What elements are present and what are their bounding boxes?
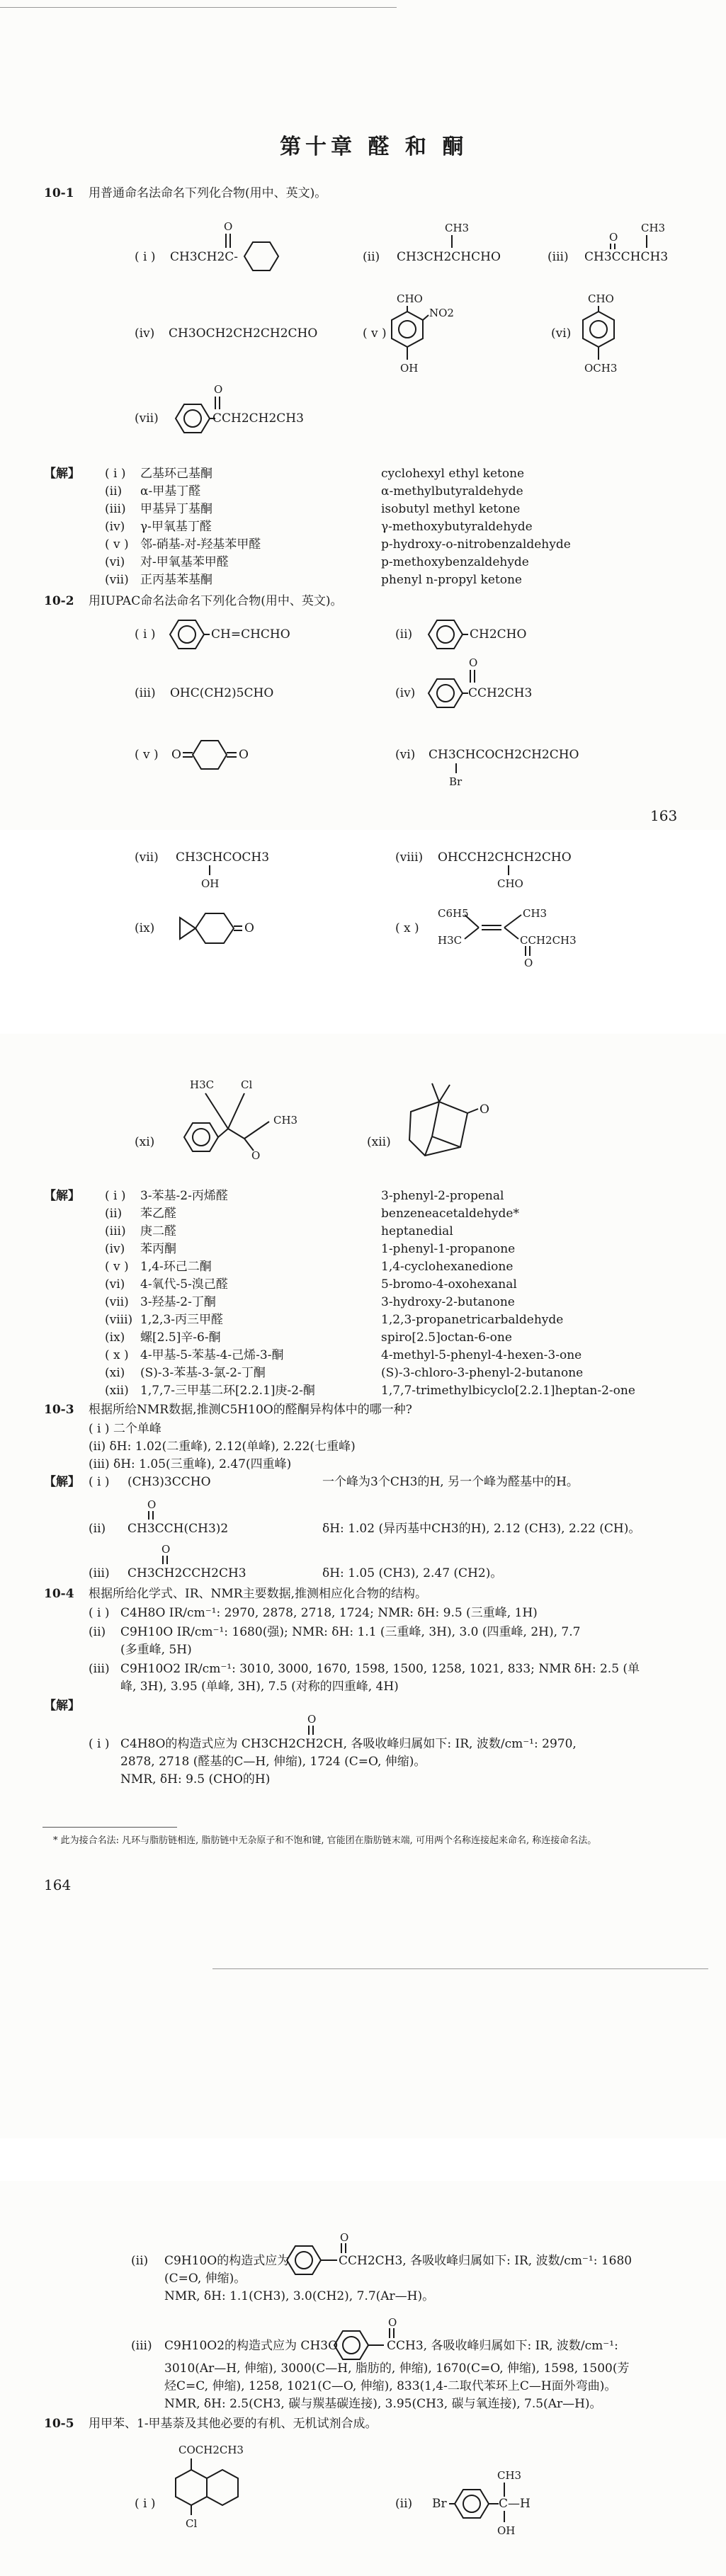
data-row xyxy=(89,1421,356,1439)
substituent-side: NO2 xyxy=(429,307,454,319)
carbonyl-o: O xyxy=(340,2231,349,2244)
data-label: (iii) xyxy=(89,1662,110,1676)
answer-en: heptanedial xyxy=(381,1224,453,1238)
answer-en: 3-phenyl-2-propenal xyxy=(381,1189,504,1203)
answer-cn: 邻-硝基-对-羟基苯甲醛 xyxy=(140,537,261,552)
answer-line: 3010(Ar—H, 伸缩), 3000(C—H, 脂肪的, 伸缩), 1670(C=O, 伸缩), 1598, 1500(芳 xyxy=(164,2361,630,2376)
carbonyl-o: O xyxy=(161,1543,171,1556)
compound-label: (vi) xyxy=(395,748,416,762)
answer-line: (C=O, 伸缩)。 xyxy=(164,2272,246,2286)
answer-line: 烃C=C, 伸缩), 1258, 1021(C—O, 伸缩), 833(1,4-二取代苯环上C—H面外弯曲)。 xyxy=(164,2379,617,2393)
compound-label: (iv) xyxy=(135,326,155,341)
answer-line: C4H8O的构造式应为 CH3CH2CH2CH, 各吸收峰归属如下: IR, 波数/cm⁻¹: 2970, xyxy=(120,1737,577,1751)
page-number: 163 xyxy=(650,807,678,824)
substituent-top: CH3 xyxy=(497,2469,522,2482)
compound-label: (vi) xyxy=(551,326,572,341)
compound-label: (iii) xyxy=(135,686,156,700)
answer-en: 5-bromo-4-oxohexanal xyxy=(381,1277,517,1292)
data-text: 二个单峰 xyxy=(113,1422,161,1436)
answer-label: (iv) xyxy=(105,1242,125,1256)
answer-line: NMR, δH: 2.5(CH3, 碳与羰基碳连接), 3.95(CH3, 碳与氧连接), 7.5(Ar—H)。 xyxy=(164,2397,602,2411)
answer-label: (iii) xyxy=(105,1224,126,1238)
answer-label: (xii) xyxy=(105,1384,129,1398)
answer-formula: (CH3)3CCHO xyxy=(127,1475,211,1489)
data-row xyxy=(89,1439,356,1457)
substituent-bottom: OCH3 xyxy=(584,362,618,375)
footnote: * 此为接合名法: 凡环与脂肪链相连, 脂肪链中无杂原子和不饱和键, 官能团在脂肪链末端, 可用两个名称连接起来命名, 称连接命名法。 xyxy=(53,1835,597,1846)
answer-head: 【解】 xyxy=(44,467,80,481)
substituent-top: CHO xyxy=(588,292,614,305)
carbonyl-o: O xyxy=(388,2316,397,2329)
answer-label: (iii) xyxy=(89,1566,110,1580)
answer-en: 3-hydroxy-2-butanone xyxy=(381,1295,515,1309)
answer-line: C9H10O2的构造式应为 CH3O xyxy=(164,2339,339,2353)
answer-head: 【解】 xyxy=(44,1189,80,1203)
answer-head: 【解】 xyxy=(44,1699,80,1713)
answer-line: NMR, δH: 9.5 (CHO的H) xyxy=(120,1772,271,1786)
answer-row xyxy=(105,537,643,554)
answer-cn: 苯乙醛 xyxy=(140,1207,176,1221)
nmr-data-list xyxy=(89,1421,356,1474)
substituent-top: CH3 xyxy=(445,222,470,234)
carbonyl-o: O xyxy=(609,231,618,244)
answer-row xyxy=(105,1224,714,1241)
answer-line: C9H10O的构造式应为 xyxy=(164,2254,290,2268)
answer-en: cyclohexyl ethyl ketone xyxy=(381,467,525,481)
answer-en: 1,7,7-trimethylbicyclo[2.2.1]heptan-2-one xyxy=(381,1384,635,1398)
answer-row xyxy=(105,1365,714,1383)
answer-label: ( i ) xyxy=(105,467,126,481)
answer-formula: CH3CCH(CH3)2 xyxy=(127,1522,229,1536)
compound-label: ( v ) xyxy=(135,748,159,762)
answer-label: (viii) xyxy=(105,1313,133,1327)
answer-row xyxy=(105,1206,714,1224)
answer-cn: 螺[2.5]辛-6-酮 xyxy=(140,1330,221,1345)
compound-formula: CCH2CH2CH3 xyxy=(212,411,304,426)
answer-row xyxy=(105,1347,714,1365)
answer-row xyxy=(105,1312,714,1330)
answer-en: phenyl n-propyl ketone xyxy=(381,573,522,587)
compound-label: (vii) xyxy=(135,850,159,865)
compound-label: (ii) xyxy=(363,250,380,264)
compound-label: (iii) xyxy=(548,250,569,264)
problem-text-10-4: 根据所给化学式、IR、NMR主要数据,推测相应化合物的结构。 xyxy=(89,1587,427,1601)
atom-o: O xyxy=(251,1149,261,1162)
substituent-top: CHO xyxy=(397,292,423,305)
answer-en: benzeneacetaldehyde* xyxy=(381,1207,519,1221)
compound-label: ( x ) xyxy=(395,921,419,935)
atom-o: O xyxy=(480,1102,489,1117)
answer-cn: 4-甲基-5-苯基-4-己烯-3-酮 xyxy=(140,1348,284,1362)
data-label: ( i ) xyxy=(89,1606,110,1620)
substituent: CCH2CH3 xyxy=(520,934,577,947)
answer-label: (ii) xyxy=(131,2254,149,2268)
carbonyl-o: O xyxy=(469,656,478,669)
answer-en: γ-methoxybutyraldehyde xyxy=(381,520,533,534)
data-text: C9H10O IR/cm⁻¹: 1680(强); NMR: δH: 1.1 (三重峰, 3H), 3.0 (四重峰, 2H), 7.7 xyxy=(120,1625,581,1639)
compound-label: ( v ) xyxy=(363,326,387,341)
compound-label: (ii) xyxy=(395,2497,413,2511)
compound-formula: CH3OCH2CH2CH2CHO xyxy=(169,326,318,341)
data-text-cont: 峰, 3H), 3.95 (单峰, 3H), 7.5 (对称的四重峰, 4H) xyxy=(120,1680,399,1694)
problem-text-10-3: 根据所给NMR数据,推测C5H10O的醛酮异构体中的哪一种? xyxy=(89,1403,412,1417)
answer-en: 1,4-cyclohexanedione xyxy=(381,1260,514,1274)
substituent-bottom: CHO xyxy=(497,877,523,890)
answer-label: ( i ) xyxy=(89,1737,110,1751)
answer-en: isobutyl methyl ketone xyxy=(381,502,521,516)
data-label: (ii) xyxy=(89,1625,106,1639)
substituent-top: COCH2CH3 xyxy=(178,2444,244,2456)
answer-label: (vii) xyxy=(105,573,129,587)
answer-cn: 1,2,3-丙三甲醛 xyxy=(140,1313,223,1327)
substituent-bottom: OH xyxy=(400,362,419,375)
answer-row xyxy=(105,1294,714,1312)
answer-en: 1,2,3-propanetricarbaldehyde xyxy=(381,1313,564,1327)
answer-row xyxy=(105,554,643,572)
answer-row xyxy=(105,1188,714,1206)
answer-label: ( x ) xyxy=(105,1348,129,1362)
answer-line: 2878, 2718 (醛基的C—H, 伸缩), 1724 (C=O, 伸缩)。 xyxy=(120,1755,426,1769)
substituent-bottom: OH xyxy=(201,877,220,890)
answer-label: (vi) xyxy=(105,1277,125,1292)
compound-formula: CH3CCHCH3 xyxy=(584,250,669,264)
compound-formula: CH3CHCOCH3 xyxy=(176,850,270,865)
data-text: δH: 1.05(三重峰), 2.47(四重峰) xyxy=(113,1457,292,1471)
compound-formula: CH3CHCOCH2CH2CHO xyxy=(429,748,579,762)
top-rule xyxy=(0,7,397,8)
answer-list-10-2 xyxy=(105,1188,714,1401)
answer-row xyxy=(105,1383,714,1401)
answer-desc: 一个峰为3个CH3的H, 另一个峰为醛基中的H。 xyxy=(322,1475,579,1489)
carbonyl-o: O xyxy=(214,383,223,396)
answer-row xyxy=(105,572,643,590)
answer-en: 1-phenyl-1-propanone xyxy=(381,1242,516,1256)
atom-cl: Cl xyxy=(241,1078,253,1091)
answer-row xyxy=(105,1330,714,1347)
compound-formula: OHCCH2CHCH2CHO xyxy=(438,850,572,865)
compound-label: ( i ) xyxy=(135,627,156,642)
atom-ch3: CH3 xyxy=(273,1114,298,1127)
answer-cn: 3-羟基-2-丁酮 xyxy=(140,1295,216,1309)
answer-label: (iii) xyxy=(105,502,126,516)
answer-desc: δH: 1.05 (CH3), 2.47 (CH2)。 xyxy=(322,1566,503,1580)
answer-line: CCH3, 各吸收峰归属如下: IR, 波数/cm⁻¹: xyxy=(387,2339,618,2353)
compound-label: ( i ) xyxy=(135,250,156,264)
answer-cn: 正丙基苯基酮 xyxy=(140,573,212,587)
compound-formula: CH3CH2CHCHO xyxy=(397,250,501,264)
problem-number-10-5: 10-5 xyxy=(44,2417,74,2431)
answer-label: (vi) xyxy=(105,555,125,569)
answer-label: ( v ) xyxy=(105,537,129,552)
chapter-title: 第十章 醛 和 酮 xyxy=(280,135,468,159)
substituent: H3C xyxy=(438,934,463,947)
answer-row xyxy=(105,1277,714,1294)
carbonyl-o: O xyxy=(307,1713,317,1726)
answer-head: 【解】 xyxy=(44,1475,80,1489)
answer-cn: 庚二醛 xyxy=(140,1224,176,1238)
problem-text-10-2: 用IUPAC命名法命名下列化合物(用中、英文)。 xyxy=(89,594,343,608)
carbonyl-o: O xyxy=(224,220,233,233)
compound-formula: CH2CHO xyxy=(470,627,527,642)
alkene-structure xyxy=(0,0,1,1)
answer-label: ( i ) xyxy=(89,1475,110,1489)
answer-row xyxy=(105,484,643,501)
answer-label: ( i ) xyxy=(105,1189,126,1203)
substituent: CH3 xyxy=(523,907,548,920)
compound-label: (vii) xyxy=(135,411,159,426)
data-text: C4H8O IR/cm⁻¹: 2970, 2878, 2718, 1724; NMR: δH: 9.5 (三重峰, 1H) xyxy=(120,1606,538,1620)
data-row xyxy=(89,1457,356,1474)
data-label: (ii) xyxy=(89,1440,106,1454)
problem-number-10-2: 10-2 xyxy=(44,594,74,608)
answer-cn: 乙基环己基酮 xyxy=(140,467,212,481)
problem-text-10-1: 用普通命名法命名下列化合物(用中、英文)。 xyxy=(89,186,327,200)
footnote-rule xyxy=(42,1827,177,1828)
answer-label: (iii) xyxy=(131,2339,152,2353)
answer-cn: 1,4-环己二酮 xyxy=(140,1260,212,1274)
answer-cn: 4-氧代-5-溴己醛 xyxy=(140,1277,228,1292)
answer-cn: 甲基异丁基酮 xyxy=(140,502,212,516)
compound-label: (iv) xyxy=(395,686,416,700)
substituent-top: CH3 xyxy=(641,222,666,234)
c2-structure xyxy=(0,2181,1,2182)
substituent-bottom: Cl xyxy=(186,2517,198,2530)
page-163 xyxy=(0,0,726,830)
answer-cn: α-甲基丁醛 xyxy=(140,484,201,498)
page-number: 164 xyxy=(44,1876,72,1893)
substituent: C6H5 xyxy=(438,907,469,920)
compound-formula: CH=CHCHO xyxy=(211,627,290,642)
answer-en: p-hydroxy-o-nitrobenzaldehyde xyxy=(381,537,571,552)
substituent-bottom: OH xyxy=(497,2524,516,2537)
compound-label: (ii) xyxy=(395,627,413,642)
answer-desc: δH: 1.02 (异丙基中CH3的H), 2.12 (CH3), 2.22 (CH)。 xyxy=(322,1522,641,1536)
answer-cn: 1,7,7-三甲基二环[2.2.1]庚-2-酮 xyxy=(140,1384,315,1398)
page-165 xyxy=(0,2181,726,2576)
compound-formula: CH3CH2C- xyxy=(170,250,239,264)
problem-number-10-1: 10-1 xyxy=(44,186,74,200)
answer-label: ( v ) xyxy=(105,1260,129,1274)
ketone-o: O xyxy=(244,921,254,935)
carbonyl-o: O xyxy=(524,957,533,969)
data-text: C9H10O2 IR/cm⁻¹: 3010, 3000, 1670, 1598, 1500, 1258, 1021, 833; NMR δH: 2.5 (单 xyxy=(120,1662,640,1676)
data-label: ( i ) xyxy=(89,1422,110,1436)
answer-label: (ii) xyxy=(105,484,123,498)
compound-label: (xi) xyxy=(135,1135,155,1149)
answer-label: (ii) xyxy=(89,1522,106,1536)
compound-label: (ix) xyxy=(135,921,155,935)
problem-text-10-5: 用甲苯、1-甲基萘及其他必要的有机、无机试剂合成。 xyxy=(89,2417,378,2431)
bottom-rule xyxy=(212,1968,708,1969)
answer-en: spiro[2.5]octan-6-one xyxy=(381,1330,512,1345)
answer-cn: 苯丙酮 xyxy=(140,1242,176,1256)
page-164 xyxy=(0,1034,726,2138)
answer-row xyxy=(105,1259,714,1277)
atom-h3c: H3C xyxy=(190,1078,215,1091)
answer-list-10-1 xyxy=(105,466,643,590)
compound-formula: C—H xyxy=(499,2497,531,2511)
compound-label: (xii) xyxy=(367,1135,391,1149)
data-label: (iii) xyxy=(89,1457,110,1471)
answer-row xyxy=(105,519,643,537)
compound-formula: OHC(CH2)5CHO xyxy=(170,686,274,700)
problem-number-10-4: 10-4 xyxy=(44,1587,74,1601)
data-text: δH: 1.02(二重峰), 2.12(单峰), 2.22(七重峰) xyxy=(109,1440,356,1454)
answer-label: (ix) xyxy=(105,1330,125,1345)
answer-formula: CH3CH2CCH2CH3 xyxy=(127,1566,246,1580)
answer-row xyxy=(105,1241,714,1259)
problem-number-10-3: 10-3 xyxy=(44,1403,74,1417)
carbonyl-bond xyxy=(0,1034,1,1035)
answer-en: (S)-3-chloro-3-phenyl-2-butanone xyxy=(381,1366,584,1380)
answer-label: (vii) xyxy=(105,1295,129,1309)
compound-label: (viii) xyxy=(395,850,424,865)
answer-row xyxy=(105,466,643,484)
answer-cn: (S)-3-苯基-3-氯-2-丁酮 xyxy=(140,1366,266,1380)
answer-cn: γ-甲氧基丁醛 xyxy=(140,520,212,534)
atom-br: Br xyxy=(432,2497,447,2511)
answer-line: CCH2CH3, 各吸收峰归属如下: IR, 波数/cm⁻¹: 1680 xyxy=(339,2254,633,2268)
answer-en: p-methoxybenzaldehyde xyxy=(381,555,529,569)
answer-en: α-methylbutyraldehyde xyxy=(381,484,523,498)
answer-cn: 对-甲氧基苯甲醛 xyxy=(140,555,229,569)
ketone-o-left: O xyxy=(171,748,181,762)
substituent-bottom: Br xyxy=(449,775,463,788)
carbonyl-o: O xyxy=(147,1498,157,1511)
compound-label: ( i ) xyxy=(135,2497,156,2511)
answer-row xyxy=(105,501,643,519)
ketone-o-right: O xyxy=(239,748,249,762)
answer-label: (iv) xyxy=(105,520,125,534)
answer-line: NMR, δH: 1.1(CH3), 3.0(CH2), 7.7(Ar—H)。 xyxy=(164,2289,435,2303)
answer-label: (xi) xyxy=(105,1366,125,1380)
compound-formula: CCH2CH3 xyxy=(468,686,533,700)
answer-en: 4-methyl-5-phenyl-4-hexen-3-one xyxy=(381,1348,582,1362)
data-text-cont: (多重峰, 5H) xyxy=(120,1643,192,1657)
answer-label: (ii) xyxy=(105,1207,123,1221)
answer-cn: 3-苯基-2-丙烯醛 xyxy=(140,1189,228,1203)
